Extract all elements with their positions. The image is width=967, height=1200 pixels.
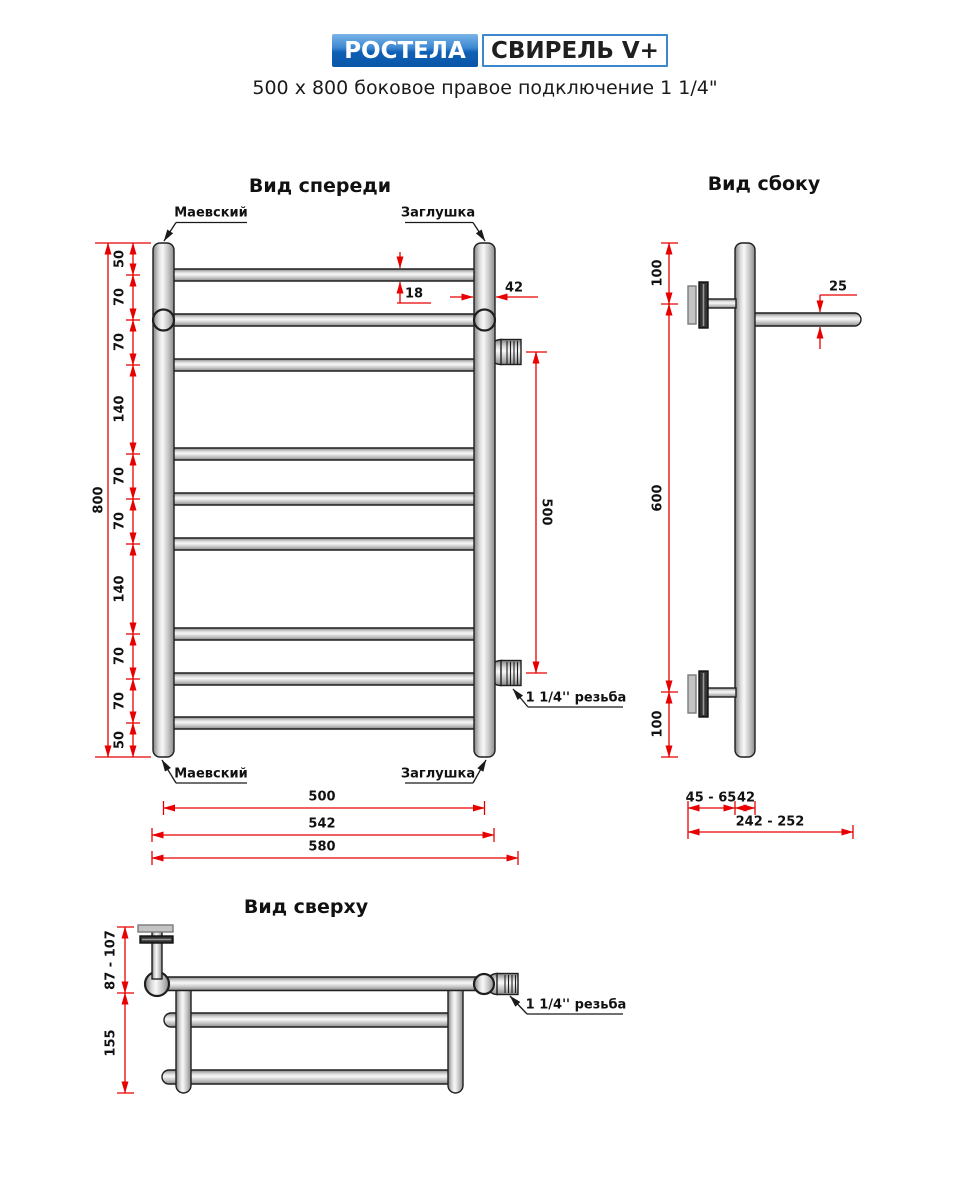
dim-top-offset: 100 xyxy=(650,259,666,287)
top-dimension-lines xyxy=(117,927,134,1093)
product-subtitle: 500 x 800 боковое правое подключение 1 1/4" xyxy=(252,77,718,99)
side-connection-pipe xyxy=(748,313,861,326)
top-view-title: Вид сверху xyxy=(243,896,369,918)
side-dimension-lines xyxy=(661,243,857,839)
label-air-valve-top: Маевский xyxy=(174,205,248,221)
dim-chain-10: 50 xyxy=(112,730,128,750)
dim-chain-2: 70 xyxy=(112,287,128,307)
dim-bracket-depth: 45 - 65 xyxy=(685,790,737,806)
dim-total-height: 800 xyxy=(91,486,107,514)
front-view-title: Вид спереди xyxy=(248,175,392,197)
top-middle-rail xyxy=(164,1013,457,1027)
label-plug-bottom: Заглушка xyxy=(400,766,476,782)
top-bracket xyxy=(138,925,173,979)
front-rungs xyxy=(160,269,487,729)
dim-bracket-spacing: 600 xyxy=(650,484,666,512)
dim-width-rails: 500 xyxy=(308,789,336,805)
dim-post-diameter-side: 42 xyxy=(736,790,756,806)
side-view-drawing xyxy=(688,243,861,757)
side-view-title: Вид сбоку xyxy=(707,173,821,195)
top-view-drawing xyxy=(138,925,518,1093)
dim-chain-1: 50 xyxy=(112,249,128,269)
dim-rung-diameter: 18 xyxy=(404,286,424,302)
dim-post-diameter-front: 42 xyxy=(504,280,524,296)
label-plug-top: Заглушка xyxy=(400,205,476,221)
dim-chain-6: 70 xyxy=(112,511,128,531)
dim-chain-3: 70 xyxy=(112,332,128,352)
model-name-badge: СВИРЕЛЬ V+ xyxy=(482,34,668,67)
dim-chain-9: 70 xyxy=(112,691,128,711)
label-air-valve-bottom: Маевский xyxy=(174,766,248,782)
dim-width-total: 580 xyxy=(308,839,336,855)
side-bracket-top xyxy=(688,282,736,328)
dim-chain-7: 140 xyxy=(112,575,128,603)
dim-total-depth: 242 - 252 xyxy=(735,814,805,830)
top-rail xyxy=(157,977,484,991)
dim-pipe-diameter: 25 xyxy=(828,279,848,295)
label-thread-top: 1 1/4'' резьба xyxy=(525,997,627,1013)
front-width-dims xyxy=(152,801,518,865)
label-thread-front: 1 1/4'' резьба xyxy=(525,690,627,706)
top-shelf-front-rail xyxy=(162,1070,453,1084)
front-view-drawing xyxy=(153,243,524,757)
dim-shelf-depth: 155 xyxy=(103,1029,119,1057)
dim-bottom-offset: 100 xyxy=(650,710,666,738)
dim-chain-4: 140 xyxy=(112,395,128,423)
top-shelf-arm-left xyxy=(176,984,191,1093)
top-shelf-arm-right xyxy=(448,984,463,1093)
side-bracket-bottom xyxy=(688,671,736,717)
dim-connection-spacing: 500 xyxy=(538,498,554,526)
dim-width-posts: 542 xyxy=(308,816,336,832)
dim-wall-offset: 87 - 107 xyxy=(103,930,119,990)
dim-chain-8: 70 xyxy=(112,646,128,666)
brand-logo: РОСТЕЛА xyxy=(332,34,478,67)
dim-chain-5: 70 xyxy=(112,466,128,486)
side-post xyxy=(735,243,755,757)
